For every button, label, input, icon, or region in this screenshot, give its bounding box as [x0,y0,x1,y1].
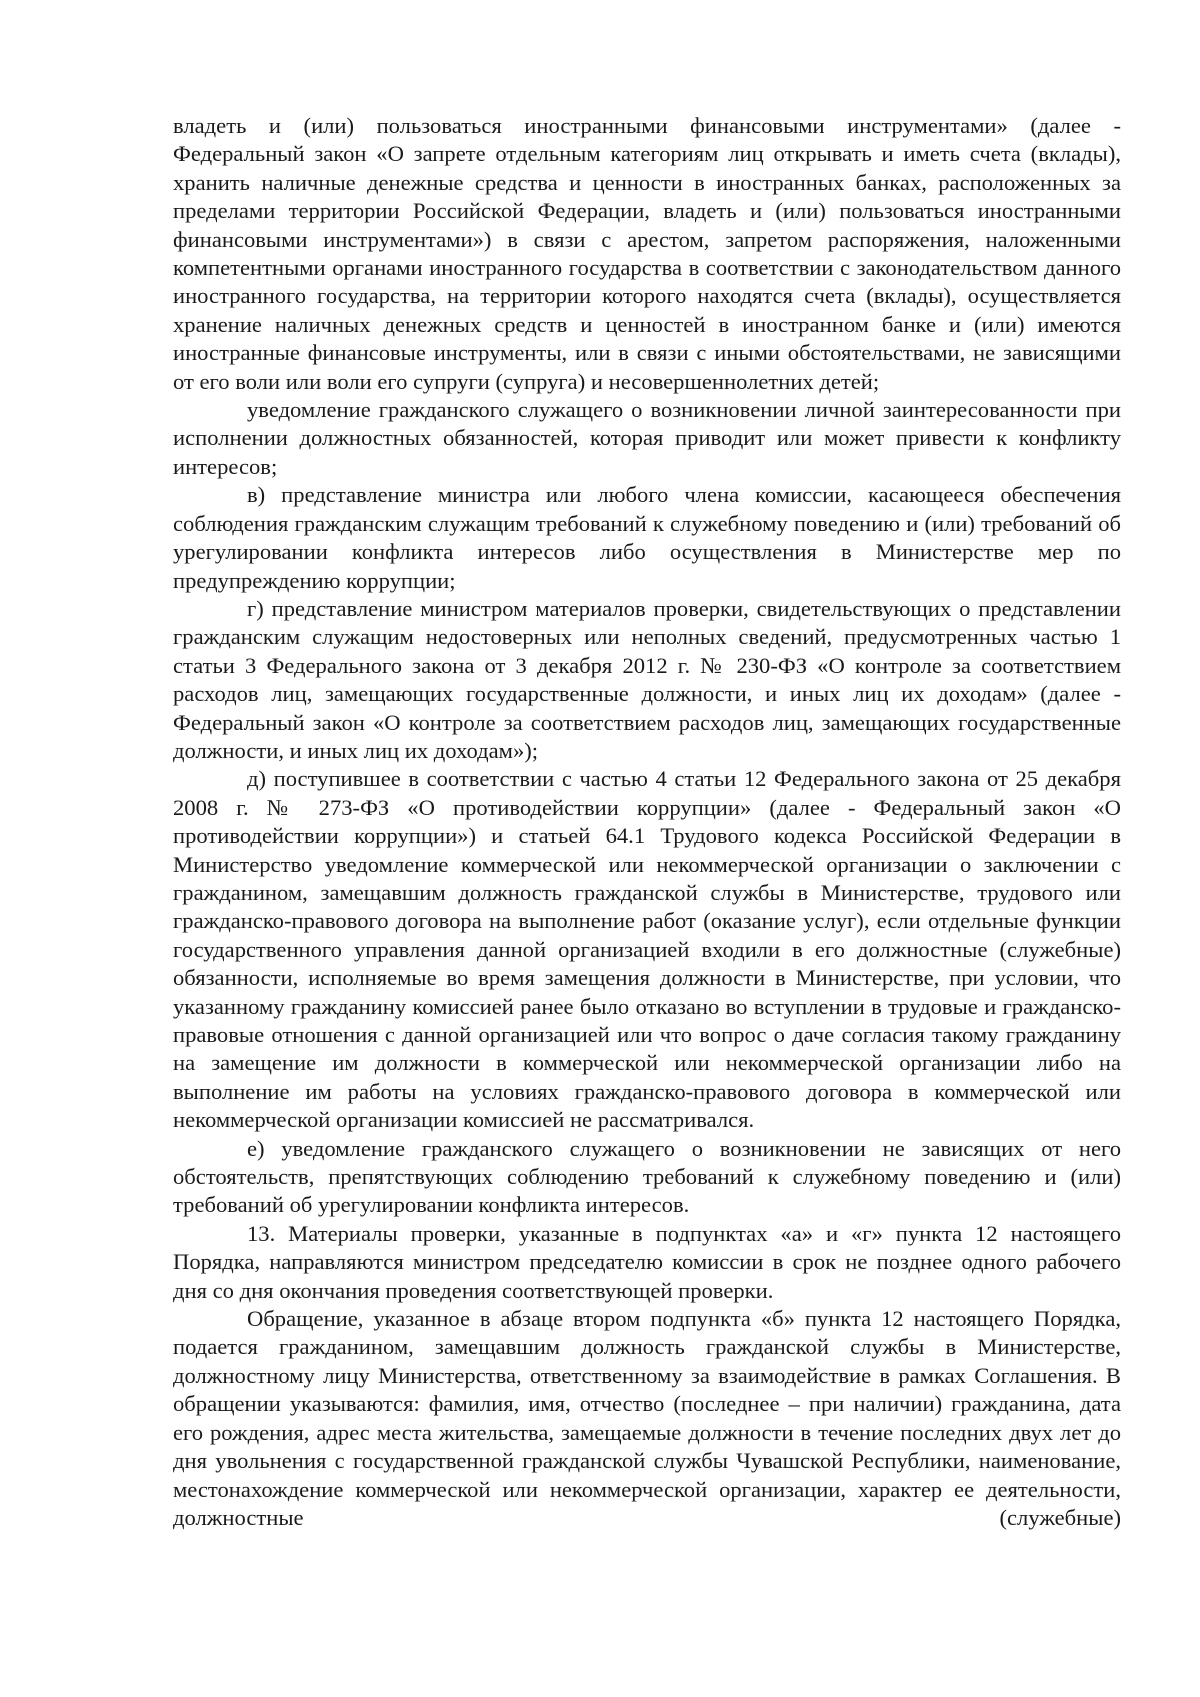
paragraph-point-13: 13. Материалы проверки, указанные в подпунктах «а» и «г» пункта 12 настоящего Порядка, направляются министром председателю комиссии в срок не позднее одного рабочего дня со дня окончания проведения соответствующей проверки. [173,1220,1121,1303]
paragraph-item-v: в) представление министра или любого члена комиссии, касающееся обеспечения соблюдения гражданским служащим требований к служебному поведению и (или) требований об урегулировании конфликта интересов либо осуществления в Министерстве мер по предупреждению коррупции; [173,482,1121,593]
paragraph-item-e: е) уведомление гражданского служащего о возникновении не зависящих от него обстоятельств, препятствующих соблюдению требований к служебному поведению и (или) требований об урегулировании конфликта интересов. [173,1135,1121,1218]
paragraph-appeal: Обращение, указанное в абзаце втором подпункта «б» пункта 12 настоящего Порядка, подается гражданином, замещавшим должность гражданской службы в Министерстве, должностному лицу Министерства, ответственному за взаимодействие в рамках Соглашения. В обращении указываются: фамилия, имя, отчество (последнее – при наличии) гражданина, дата его рождения, адрес места жительства, замещаемые должности в течение последних двух лет до дня увольнения с государственной гражданской службы Чувашской Республики, наименование, местонахождение коммерческой или некоммерческой организации, характер ее деятельности, должностные (служебные) [173,1306,1121,1530]
paragraph-continuation: владеть и (или) пользоваться иностранными финансовыми инструментами» (далее - Федеральный закон «О запрете отдельным категориям лиц открывать и иметь счета (вклады), хранить наличные денежные средства и ценности в иностранных банках, расположенных за пределами территории Российской Федерации, владеть и (или) пользоваться иностранными финансовыми инструментами») в связи с арестом, запретом распоряжения, наложенными компетентными органами иностранного государства в соответствии с законодательством данного иностранного государства, на территории которого находятся счета (вклады), осуществляется хранение наличных денежных средств и ценностей в иностранном банке и (или) имеются иностранные финансовые инструменты, или в связи с иными обстоятельствами, не зависящими от его воли или воли его супруги (супруга) и несовершеннолетних детей; [173,113,1121,394]
paragraph-item-g: г) представление министром материалов проверки, свидетельствующих о представлении гражданским служащим недостоверных или неполных сведений, предусмотренных частью 1 статьи 3 Федерального закона от 3 декабря 2012 г. № 230-ФЗ «О контроле за соответствием расходов лиц, замещающих государственные должности, и иных лиц их доходам» (далее - Федеральный закон «О контроле за соответствием расходов лиц, замещающих государственные должности, и иных лиц их доходам»); [173,595,1121,763]
document-page [173,112,1121,1532]
paragraph-item-d: д) поступившее в соответствии с частью 4 статьи 12 Федерального закона от 25 декабря 2008 г. № 273-ФЗ «О противодействии коррупции» (далее - Федеральный закон «О противодействии коррупции») и статьей 64.1 Трудового кодекса Российской Федерации в Министерство уведомление коммерческой или некоммерческой организации о заключении с гражданином, замещавшим должность гражданской службы в Министерстве, трудового или гражданско-правового договора на выполнение работ (оказание услуг), если отдельные функции государственного управления данной организацией входили в его должностные (служебные) обязанности, исполняемые во время замещения должности в Министерстве, при условии, что указанному гражданину комиссией ранее было отказано во вступлении в трудовые и гражданско-правовые отношения с данной организацией или что вопрос о даче согласия такому гражданину на замещение им должности в коммерческой или некоммерческой организации либо на выполнение им работы на условиях гражданско-правового договора в коммерческой или некоммерческой организации комиссией не рассматривался. [173,766,1121,1133]
paragraph-notice-conflict: уведомление гражданского служащего о возникновении личной заинтересованности при исполнении должностных обязанностей, которая приводит или может привести к конфликту интересов; [173,397,1121,479]
